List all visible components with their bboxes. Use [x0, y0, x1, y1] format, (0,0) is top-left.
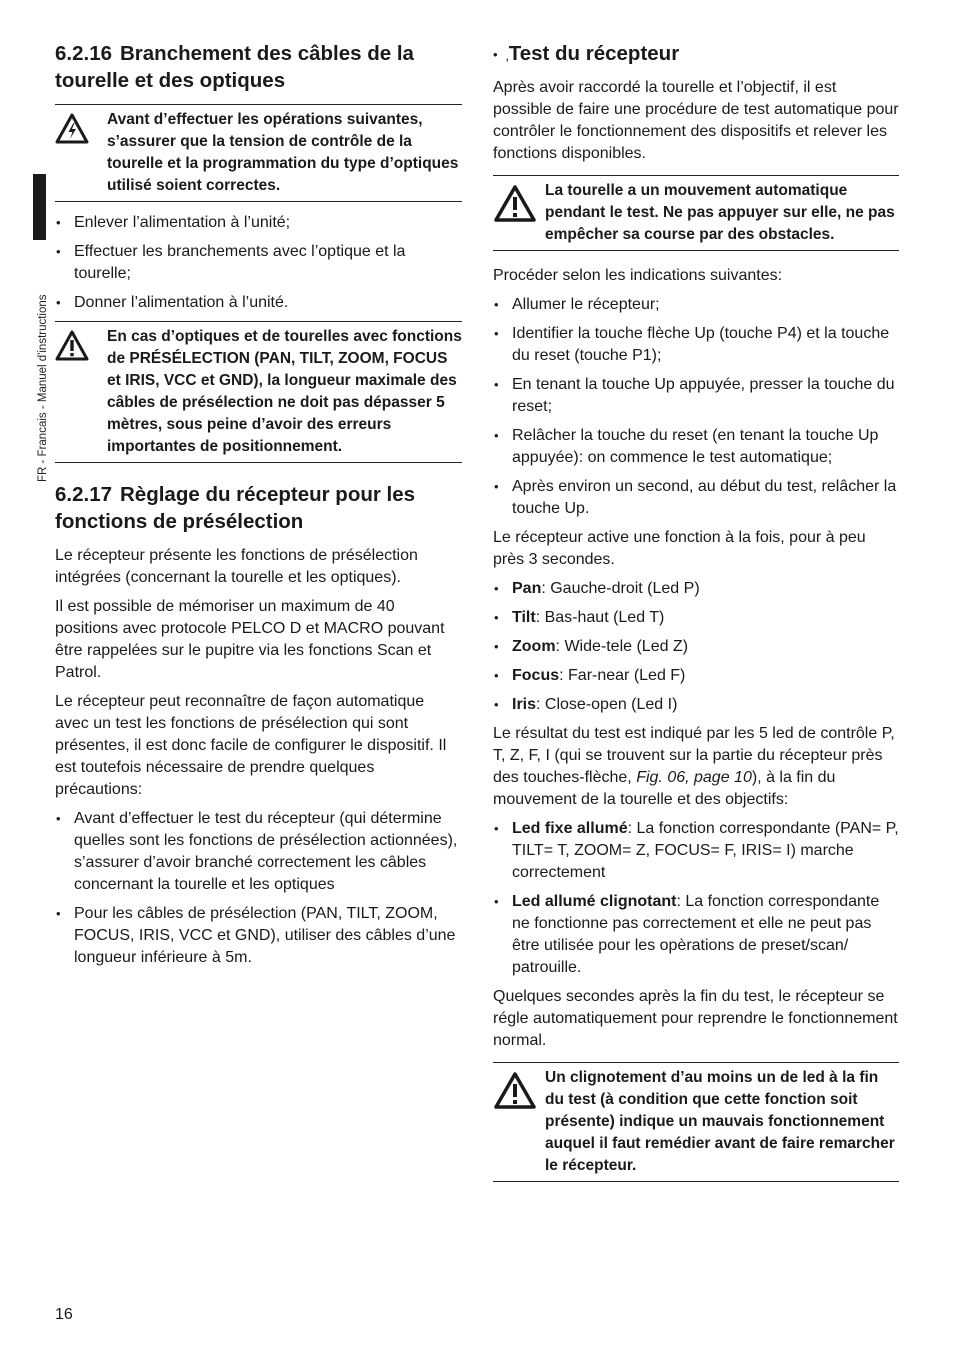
list-item — [493, 891, 899, 979]
list-item: • Donner l’alimentation à l’unité. — [55, 292, 462, 314]
section-heading-6-2-17 — [55, 481, 462, 535]
figure-reference: Fig. 06, page 10 — [636, 769, 752, 786]
function-desc: : Gauche-droit (Led P) — [541, 580, 700, 597]
warning-text: Avant d’effectuer les opérations suivantes, s’assurer que la tension de contrôle de la tourelle et la programmation du type d’optiques utilisé soient correctes. — [107, 111, 459, 194]
test-steps-list — [493, 294, 899, 520]
sidebar-label: FR - Francais - Manuel d'instructions — [37, 294, 49, 482]
connection-steps-list — [55, 212, 462, 314]
right-column — [493, 40, 899, 1192]
function-name: Iris — [512, 696, 537, 713]
function-name: Zoom — [512, 638, 556, 655]
warning-icon — [55, 326, 107, 369]
result-paragraph — [493, 723, 899, 811]
list-item — [493, 694, 899, 716]
list-item — [493, 665, 899, 687]
function-desc: : Wide-tele (Led Z) — [555, 638, 689, 655]
list-item: • Avant d’effectuer le test du récepteur (qui détermine quelles sont les fonctions de présélection actionnées), s’assurer d’avoir branché correctement les câbles concernant la tourelle et les optiques — [55, 808, 462, 896]
warning-text: Un clignotement d’au moins un de led à la fin du test (à condition que cette fonction soit présente) indique un mauvais fonctionnement auquel il faut remédier avant de faire remarcher le récepteur. — [545, 1069, 895, 1174]
precautions-list — [55, 808, 462, 969]
led-state-desc: : La fonction correspondante (PAN= P, TILT= T, ZOOM= Z, FOCUS= F, IRIS= I) marche correctement — [512, 820, 899, 881]
function-desc: : Close-open (Led I) — [536, 696, 678, 713]
movement-warning-box — [493, 175, 899, 251]
sidebar-marker — [33, 174, 46, 240]
paragraph: Procéder selon les indications suivantes: — [493, 267, 783, 284]
paragraph: Le récepteur active une fonction à la fois, pour à peu près 3 secondes. — [493, 529, 866, 568]
functions-list — [493, 578, 899, 716]
warning-text: En cas d’optiques et de tourelles avec fonctions de PRÉSÉLECTION (PAN, TILT, ZOOM, FOCUS et IRIS, VCC et GND), la longueur maximale des câbles de présélection ne doit pas dépasser 5 mètres, sous peine d’avoir des erreurs importantes de positionnement. — [107, 328, 462, 455]
heading-title: Test du récepteur — [508, 42, 680, 65]
function-desc: : Far-near (Led F) — [559, 667, 686, 684]
electrical-warning-box — [55, 104, 462, 202]
list-item: • Relâcher la touche du reset (en tenant la touche Up appuyée): on commence le test automatique; — [493, 425, 899, 469]
list-item: • Effectuer les branchements avec l’optique et la tourelle; — [55, 241, 462, 285]
cable-length-warning-box — [55, 321, 462, 463]
left-column — [55, 40, 462, 976]
list-item: • En tenant la touche Up appuyée, presser la touche du reset; — [493, 374, 899, 418]
led-states-list — [493, 818, 899, 979]
function-name: Tilt — [512, 609, 536, 626]
paragraph: Le récepteur peut reconnaître de façon automatique avec un test les fonctions de présélection qui sont présentes, il est donc facile de configurer le dispositif. Il est toutefois nécessaire de prendre quelques précautions: — [55, 693, 447, 798]
list-item: • Enlever l’alimentation à l’unité; — [55, 212, 462, 234]
function-name: Pan — [512, 580, 542, 597]
warning-text: La tourelle a un mouvement automatique pendant le test. Ne pas appuyer sur elle, ne pas empêcher sa course par des obstacles. — [545, 182, 895, 243]
list-item: • Identifier la touche flèche Up (touche P4) et la touche du reset (touche P1); — [493, 323, 899, 367]
result-text: ), à la fin du mouvement de la tourelle et des objectifs: — [493, 769, 836, 808]
list-item — [493, 578, 899, 600]
led-state-name: Led fixe allumé — [512, 820, 628, 837]
result-text: Le résultat du test est indiqué par les 5 led de contrôle P, T, Z, F, I (qui se trouvent sur la partie du récepteur près des touches-flèche, — [493, 725, 895, 786]
list-item — [493, 818, 899, 884]
section-title: Branchement des câbles de la tourelle et des optiques — [55, 42, 414, 92]
blink-warning-box — [493, 1062, 899, 1182]
list-item — [493, 607, 899, 629]
section-number: 6.2.16 — [55, 42, 112, 65]
paragraph: Le récepteur présente les fonctions de présélection intégrées (concernant la tourelle et les optiques). — [55, 547, 418, 586]
test-heading — [493, 40, 899, 69]
page-number: 16 — [55, 1306, 73, 1323]
list-item: • Pour les câbles de présélection (PAN, TILT, ZOOM, FOCUS, IRIS, VCC et GND), utiliser des câbles d’une longueur inférieure à 5m. — [55, 903, 462, 969]
paragraph: Il est possible de mémoriser un maximum de 40 positions avec protocole PELCO D et MACRO pouvant être rappelées sur le pupitre via les fonctions Scan et Patrol. — [55, 598, 445, 681]
paragraph: Après avoir raccordé la tourelle et l’objectif, il est possible de faire une procédure de test automatique pour contrôler le fonctionnement des dispositifs et relever les fonctions disponibles. — [493, 79, 899, 162]
list-item: • Allumer le récepteur; — [493, 294, 899, 316]
paragraph: Quelques secondes après la fin du test, le récepteur se régle automatiquement pour reprendre le fonctionnement normal. — [493, 988, 898, 1049]
function-desc: : Bas-haut (Led T) — [535, 609, 665, 626]
heading-comma: ‚ — [505, 47, 509, 63]
led-state-desc: : La fonction correspondante ne fonctionne pas correctement et elle ne peut pas être utilisée pour les opèrations de preset/scan/ patrouille. — [512, 893, 880, 976]
section-title: Règlage du récepteur pour les fonctions de présélection — [55, 483, 416, 533]
electrical-hazard-icon — [55, 109, 107, 152]
section-heading-6-2-16 — [55, 40, 462, 94]
warning-icon — [493, 1067, 545, 1118]
section-number: 6.2.17 — [55, 483, 112, 506]
led-state-name: Led allumé clignotant — [512, 893, 677, 910]
list-item: • Après environ un second, au début du test, relâcher la touche Up. — [493, 476, 899, 520]
list-item — [493, 636, 899, 658]
heading-bullet: • — [493, 47, 498, 63]
function-name: Focus — [512, 667, 560, 684]
warning-icon — [493, 180, 545, 231]
